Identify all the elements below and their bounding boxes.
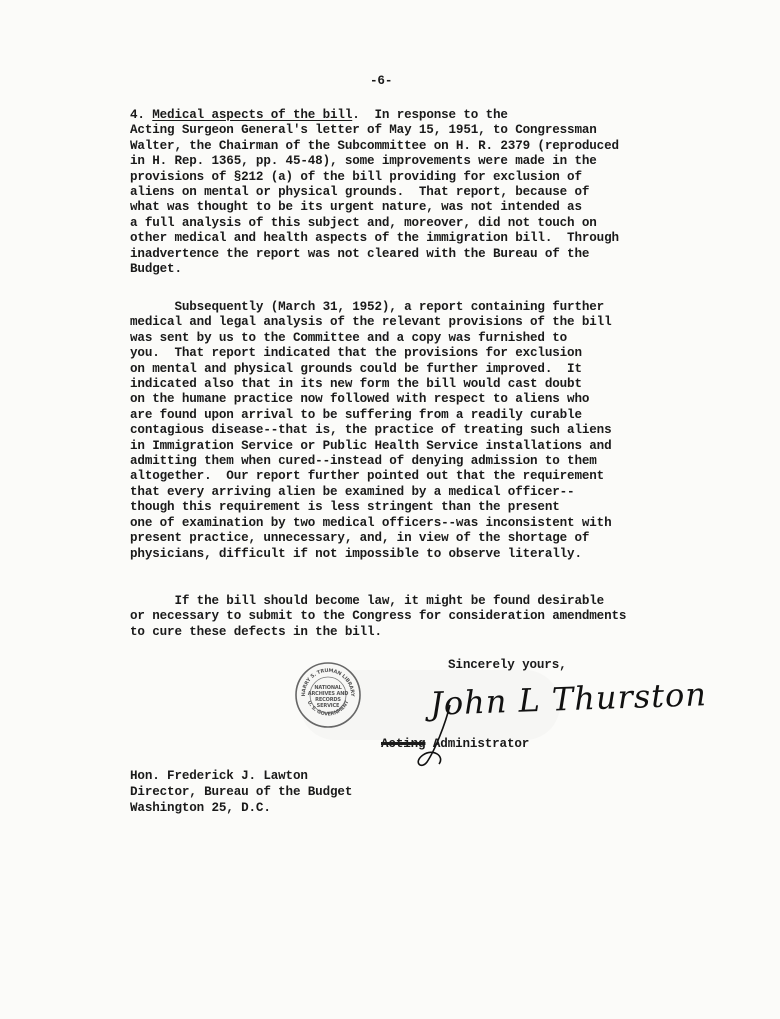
- page-number: -6-: [370, 74, 393, 88]
- paragraph-number: 4.: [130, 108, 153, 122]
- stamp-center-line: NATIONAL: [314, 685, 342, 691]
- addressee-location: Washington 25, D.C.: [130, 801, 271, 815]
- paragraph-conclusion: If the bill should become law, it might be found desirable or necessary to submit to the Congress for consideration amendments to cure these defects in the bill.: [130, 594, 627, 639]
- stamp-bottom-text: U. S. GOVERNMENT: [305, 699, 351, 718]
- paragraph-text: . In response to the Acting Surgeon General's letter of May 15, 1951, to Congressman Walter, the Chairman of the Subcommittee on H. R. 2379 (reproduced in H. Rep. 1365, pp. 45-48), some improvements were made in the provisions of §212 (a) of the bill providing for exclusion of aliens on mental or physical grounds. That report, because of what was thought to be its urgent nature, was not intended as a full analysis of this subject and, moreover, did not touch on other medical and health aspects of the immigration bill. Through inadvertence the report was not cleared with the Bureau of the Budget.: [130, 108, 619, 277]
- paragraph-medical-aspects: [130, 108, 650, 277]
- signer-title: [381, 737, 529, 751]
- paragraph-subsequent-report: Subsequently (March 31, 1952), a report containing further medical and legal analysis of the relevant provisions of the bill was sent by us to the Committee and a copy was furnished to you. That report indicated that the provisions for exclusion on mental and physical grounds could be further improved. It indicated also that in its new form the bill would cast doubt on the humane practice now followed with respect to aliens who are found upon arrival to be suffering from a readily curable contagious disease--that is, the practice of treating such aliens in Immigration Service or Public Health Service installations and admitting them when cured--instead of denying admission to them altogether. Our report further pointed out that the requirement that every arriving alien be examined by a medical officer-- though this requirement is less stringent than the present one of examination by two medical officers--was inconsistent with present practice, unnecessary, and, in view of the shortage of physicians, difficult if not impossible to observe literally.: [130, 300, 612, 561]
- addressee-block: [130, 768, 352, 816]
- stamp-center-line: ARCHIVES AND: [307, 691, 349, 697]
- handwritten-signature: John L Thurston: [429, 675, 708, 723]
- signer-title-text: Administrator: [432, 737, 530, 751]
- struck-title-word: Acting: [381, 737, 426, 751]
- closing-salutation: Sincerely yours,: [448, 658, 567, 672]
- stamp-center-line: RECORDS: [315, 697, 341, 703]
- stamp-center-line: SERVICE: [316, 703, 340, 709]
- addressee-name: Hon. Frederick J. Lawton: [130, 769, 308, 783]
- stamp-top-text: HARRY S. TRUMAN LIBRARY: [300, 667, 356, 697]
- section-heading: Medical aspects of the bill: [152, 108, 353, 122]
- archive-stamp-seal: [293, 660, 363, 730]
- addressee-position: Director, Bureau of the Budget: [130, 785, 353, 799]
